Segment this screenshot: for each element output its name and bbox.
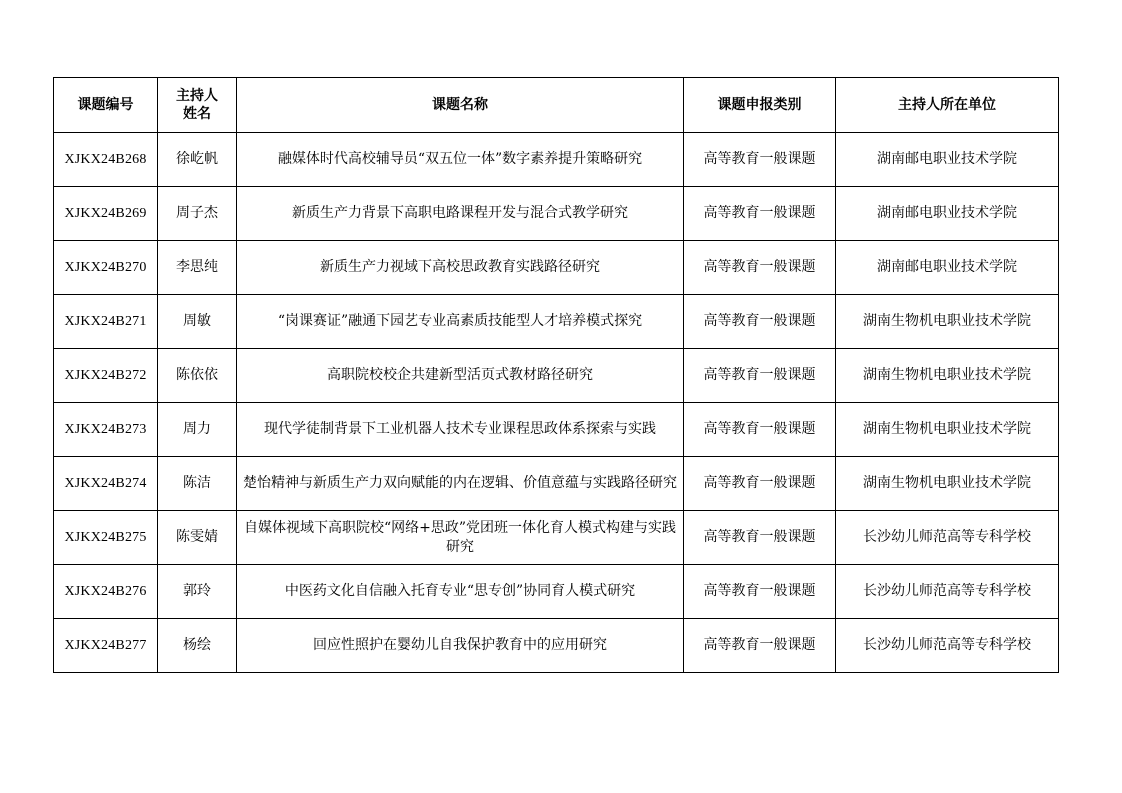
category-cell: 高等教育一般课题 [684, 241, 836, 295]
header-category: 课题申报类别 [684, 78, 836, 133]
project-title-cell: 新质生产力背景下高职电路课程开发与混合式教学研究 [237, 187, 684, 241]
project-title-cell: 融媒体时代高校辅导员“双五位一体”数字素养提升策略研究 [237, 133, 684, 187]
category-cell: 高等教育一般课题 [684, 457, 836, 511]
project-title-cell: 新质生产力视域下高校思政教育实践路径研究 [237, 241, 684, 295]
host-name-cell: 郭玲 [158, 565, 237, 619]
host-name-cell: 陈雯婧 [158, 511, 237, 565]
category-cell: 高等教育一般课题 [684, 565, 836, 619]
project-code-cell: XJKX24B271 [54, 295, 158, 349]
table-row [54, 565, 1059, 619]
table-row [54, 349, 1059, 403]
project-code-cell: XJKX24B275 [54, 511, 158, 565]
project-title-cell: 楚怡精神与新质生产力双向赋能的内在逻辑、价值意蕴与实践路径研究 [237, 457, 684, 511]
host-unit-cell: 长沙幼儿师范高等专科学校 [836, 619, 1059, 673]
project-code-cell: XJKX24B276 [54, 565, 158, 619]
project-table [53, 77, 1059, 673]
category-cell: 高等教育一般课题 [684, 295, 836, 349]
project-code-cell: XJKX24B274 [54, 457, 158, 511]
table-row [54, 457, 1059, 511]
table-row [54, 619, 1059, 673]
project-title-cell: 自媒体视域下高职院校“网络+思政”党团班一体化育人模式构建与实践研究 [237, 511, 684, 565]
project-title-cell: 回应性照护在婴幼儿自我保护教育中的应用研究 [237, 619, 684, 673]
table-row [54, 133, 1059, 187]
project-title-cell: “岗课赛证”融通下园艺专业高素质技能型人才培养模式探究 [237, 295, 684, 349]
project-code-cell: XJKX24B272 [54, 349, 158, 403]
table-body [54, 133, 1059, 673]
project-title-cell: 现代学徒制背景下工业机器人技术专业课程思政体系探索与实践 [237, 403, 684, 457]
host-unit-cell: 湖南邮电职业技术学院 [836, 133, 1059, 187]
table-header [54, 78, 1059, 133]
header-host-unit: 主持人所在单位 [836, 78, 1059, 133]
category-cell: 高等教育一般课题 [684, 511, 836, 565]
host-name-cell: 徐屹帆 [158, 133, 237, 187]
header-project-title: 课题名称 [237, 78, 684, 133]
table-row [54, 403, 1059, 457]
project-code-cell: XJKX24B270 [54, 241, 158, 295]
host-unit-cell: 湖南生物机电职业技术学院 [836, 295, 1059, 349]
header-project-code: 课题编号 [54, 78, 158, 133]
header-host-name [158, 78, 237, 133]
host-name-cell: 周敏 [158, 295, 237, 349]
table-row [54, 511, 1059, 565]
header-host-name-line1: 主持人 [176, 88, 218, 104]
host-name-cell: 陈依依 [158, 349, 237, 403]
project-title-cell: 高职院校校企共建新型活页式教材路径研究 [237, 349, 684, 403]
header-row [54, 78, 1059, 133]
table-row [54, 295, 1059, 349]
category-cell: 高等教育一般课题 [684, 187, 836, 241]
category-cell: 高等教育一般课题 [684, 133, 836, 187]
host-name-cell: 陈洁 [158, 457, 237, 511]
host-unit-cell: 长沙幼儿师范高等专科学校 [836, 565, 1059, 619]
project-title-cell: 中医药文化自信融入托育专业“思专创”协同育人模式研究 [237, 565, 684, 619]
host-unit-cell: 湖南生物机电职业技术学院 [836, 349, 1059, 403]
table-row [54, 241, 1059, 295]
category-cell: 高等教育一般课题 [684, 403, 836, 457]
host-name-cell: 周子杰 [158, 187, 237, 241]
host-name-cell: 李思纯 [158, 241, 237, 295]
host-unit-cell: 湖南生物机电职业技术学院 [836, 457, 1059, 511]
category-cell: 高等教育一般课题 [684, 349, 836, 403]
host-unit-cell: 湖南邮电职业技术学院 [836, 241, 1059, 295]
host-name-cell: 杨绘 [158, 619, 237, 673]
project-code-cell: XJKX24B269 [54, 187, 158, 241]
project-code-cell: XJKX24B273 [54, 403, 158, 457]
table-row [54, 187, 1059, 241]
host-unit-cell: 湖南邮电职业技术学院 [836, 187, 1059, 241]
project-code-cell: XJKX24B268 [54, 133, 158, 187]
header-host-name-line2: 姓名 [183, 106, 211, 122]
category-cell: 高等教育一般课题 [684, 619, 836, 673]
host-unit-cell: 湖南生物机电职业技术学院 [836, 403, 1059, 457]
host-name-cell: 周力 [158, 403, 237, 457]
project-code-cell: XJKX24B277 [54, 619, 158, 673]
host-unit-cell: 长沙幼儿师范高等专科学校 [836, 511, 1059, 565]
